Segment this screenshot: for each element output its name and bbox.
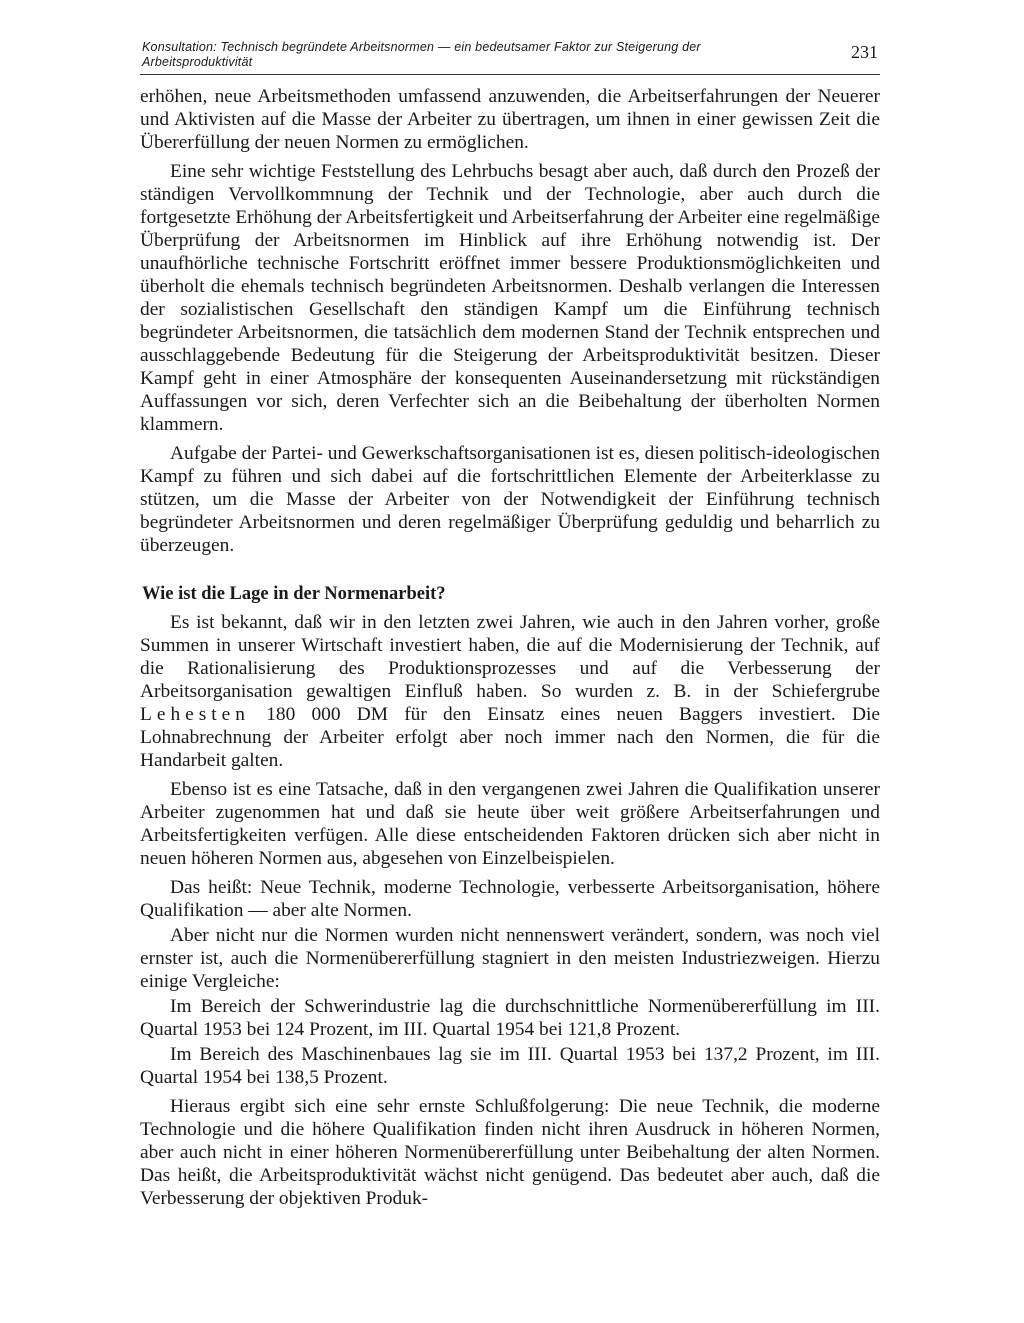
paragraph: Ebenso ist es eine Tatsache, daß in den vergangenen zwei Jahren die Qualifikation unserer Arbeiter zugenommen hat und daß sie heute über weit größere Arbeitserfahrungen und Arbeitsfertigkeiten verfügen. Alle diese entscheidenden Faktoren drücken sich aber nicht in neuen höheren Normen aus, abgesehen von Einzelbeispielen. — [140, 779, 880, 869]
section-heading: Wie ist die Lage in der Normenarbeit? — [142, 584, 446, 604]
body-text — [140, 85, 880, 1210]
paragraph — [140, 611, 880, 772]
running-title: Konsultation: Technisch begründete Arbeitsnormen — ein bedeutsamer Faktor zur Steigerung der Arbeitsproduktivität — [142, 40, 701, 69]
place-name-spaced: Lehesten — [140, 704, 250, 725]
paragraph: Hieraus ergibt sich eine sehr ernste Schlußfolgerung: Die neue Technik, die moderne Technologie und die höhere Qualifikation finden nicht ihren Ausdruck in höheren Normen, aber auch nicht in einer höheren Normenübererfüllung unter Beibehaltung der alten Normen. Das heißt, die Arbeitsproduktivität wächst nicht genügend. Das bedeutet aber auch, daß die Verbesserung der objektiven Produk- — [140, 1096, 880, 1209]
paragraph: Aufgabe der Partei- und Gewerkschaftsorganisationen ist es, diesen politisch-ideologischen Kampf zu führen und sich dabei auf die fortschrittlichen Elemente der Arbeiterklasse zu stützen, um die Masse der Arbeiter von der Notwendigkeit der Einführung technisch begründeter Arbeitsnormen und deren regelmäßiger Überprüfung geduldig und beharrlich zu überzeugen. — [140, 443, 880, 556]
page-number: 231 — [851, 42, 878, 62]
paragraph: Das heißt: Neue Technik, moderne Technologie, verbesserte Arbeitsorganisation, höhere Qualifikation — aber alte Normen. — [140, 877, 880, 921]
running-header — [140, 40, 880, 75]
paragraph-text: Es ist bekannt, daß wir in den letzten zwei Jahren, wie auch in den Jahren vorher, große Summen in unserer Wirtschaft investiert haben, die auf die Modernisierung der Technik, auf die Rationalisierung des Produktionsprozesses und auf die Verbesserung der Arbeitsorganisation gewaltigen Einfluß haben. So wurden z. B. in der Schiefergrube — [140, 612, 880, 702]
paragraph: Aber nicht nur die Normen wurden nicht nennenswert verändert, sondern, was noch viel ernster ist, auch die Normenübererfüllung stagniert in den meisten Industriezweigen. Hierzu einige Vergleiche: — [140, 925, 880, 992]
paragraph-continuation: erhöhen, neue Arbeitsmethoden umfassend anzuwenden, die Arbeitserfahrungen der Neuerer und Aktivisten auf die Masse der Arbeiter zu übertragen, um ihnen in einer gewissen Zeit die Übererfüllung der neuen Normen zu ermöglichen. — [140, 86, 880, 153]
paragraph-text: 180 000 DM für den Einsatz eines neuen Baggers investiert. Die Lohnabrechnung der Arbeiter erfolgt aber noch immer nach den Normen, die für die Handarbeit galten. — [140, 704, 880, 771]
paragraph: Eine sehr wichtige Feststellung des Lehrbuchs besagt aber auch, daß durch den Prozeß der ständigen Vervollkommnung der Technik und der Technologie, aber auch durch die fortgesetzte Erhöhung der Arbeitsfertigkeit und Arbeitserfahrung der Arbeiter eine regelmäßige Überprüfung der Arbeitsnormen im Hinblick auf ihre Erhöhung notwendig ist. Der unaufhörliche technische Fortschritt eröffnet immer bessere Produktionsmöglichkeiten und überholt die ehemals technisch begründeten Arbeitsnormen. Deshalb verlangen die Interessen der sozialistischen Gesellschaft den ständigen Kampf um die Einführung technisch begründeter Arbeitsnormen, die tatsächlich dem modernen Stand der Technik entsprechen und ausschlaggebende Bedeutung für die Steigerung der Arbeitsproduktivität besitzen. Dieser Kampf geht in einer Atmosphäre der konsequenten Auseinandersetzung mit rückständigen Auffassungen vor sich, deren Verfechter sich an die Beibehaltung der überholten Normen klammern. — [140, 161, 880, 435]
document-page — [140, 40, 880, 1216]
paragraph: Im Bereich der Schwerindustrie lag die durchschnittliche Normenübererfüllung im III. Quartal 1953 bei 124 Prozent, im III. Quartal 1954 bei 121,8 Prozent. — [140, 996, 880, 1040]
paragraph: Im Bereich des Maschinenbaues lag sie im III. Quartal 1953 bei 137,2 Prozent, im III. Quartal 1954 bei 138,5 Prozent. — [140, 1044, 880, 1088]
